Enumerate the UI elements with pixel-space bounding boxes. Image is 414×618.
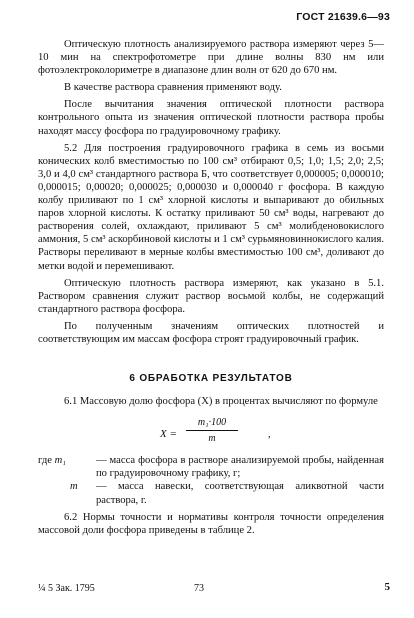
signature-number: 5 (384, 581, 390, 593)
page-footer (38, 583, 390, 597)
formula-fraction (186, 416, 238, 445)
paragraph-measurement: Оптическую плотность анализируемого раствора измеряют через 5—10 мин на спектрофотометре при длине волны 830 нм или фотоэлектроколориметре в диапазоне длин волн от 620 до 670 нм. (38, 39, 384, 77)
definition-text: — масса фосфора в растворе анализируемой пробы, найденная по градуировочному графику, г; (96, 455, 384, 480)
definition-lead: где (38, 455, 52, 467)
formula-lhs: X = (160, 428, 177, 441)
paragraph-calibration-measurement: Оптическую плотность раствора измеряют, как указано в 5.1. Раствором сравнения служит раствор восьмой колбы, не содержащий стандартного раствора фосфора. (38, 277, 384, 315)
formula-trailing: , (268, 429, 271, 441)
paragraph-accuracy-norms: 6.2 Нормы точности и нормативы контроля точности определения массовой доли фосфора приведены в таблице 2. (38, 511, 384, 536)
paragraph-reference-solution: В качестве раствора сравнения применяют воду. (64, 82, 282, 94)
mass-fraction-formula (38, 414, 384, 450)
formula-numerator: m₁·100 (186, 416, 238, 431)
print-order-mark: ¼ 5 Зак. 1795 (38, 583, 95, 594)
page-number: 73 (194, 583, 204, 594)
variable-definitions (38, 454, 384, 506)
paragraph-calibration-procedure: 5.2 Для построения градуировочного графика в семь из восьми конических колб вместимостью по 100 см³ отбирают 0,5; 1,0; 1,5; 2,0; 2,5; 3,0 и 4,0 см³ стандартного раствора Б, что соответствует 0,000005; 0,000010; 0,000015; 0,00020; 0,000025; 0,000030 и 0,000040 г фосфора. В каждую колбу приливают по 1 см³ хлорной кислоты и выпаривают до обильных паров хлорной кислоты. К остатку приливают 50 см³ воды, нагревают до растворения солей, охлаждают, приливают 5 см³ молибденовокислого аммония, 5 см³ аскорбиновой кислоты и 1 см³ сурьмяновиннокислого калия. Растворы переливают в мерные колбы вместимостью 100 см³, доливают до метки водой и перемешивают. (38, 142, 384, 272)
definition-row (38, 480, 384, 506)
paragraph-formula-intro: 6.1 Массовую долю фосфора (X) в процентах вычисляют по формуле (64, 396, 378, 408)
definition-term: m (70, 481, 78, 493)
definition-term: m₁ (54, 455, 66, 467)
standard-header: ГОСТ 21639.6—93 (296, 11, 390, 23)
paragraph-calibration-graph: По полученным значениям оптических плотностей и соответствующим им массам фосфора строят градуировочный график. (38, 320, 384, 345)
document-body (38, 38, 384, 541)
section-heading: 6 ОБРАБОТКА РЕЗУЛЬТАТОВ (129, 373, 293, 385)
formula-denominator: m (208, 433, 216, 445)
definition-text: — масса навески, соответствующая аликвотной части раствора, г. (96, 481, 384, 506)
definition-row (38, 454, 384, 480)
paragraph-blank-subtraction: После вычитания значения оптической плотности раствора контрольного опыта из значения оптической плотности раствора пробы находят массу фосфора по градуировочному графику. (38, 99, 384, 137)
